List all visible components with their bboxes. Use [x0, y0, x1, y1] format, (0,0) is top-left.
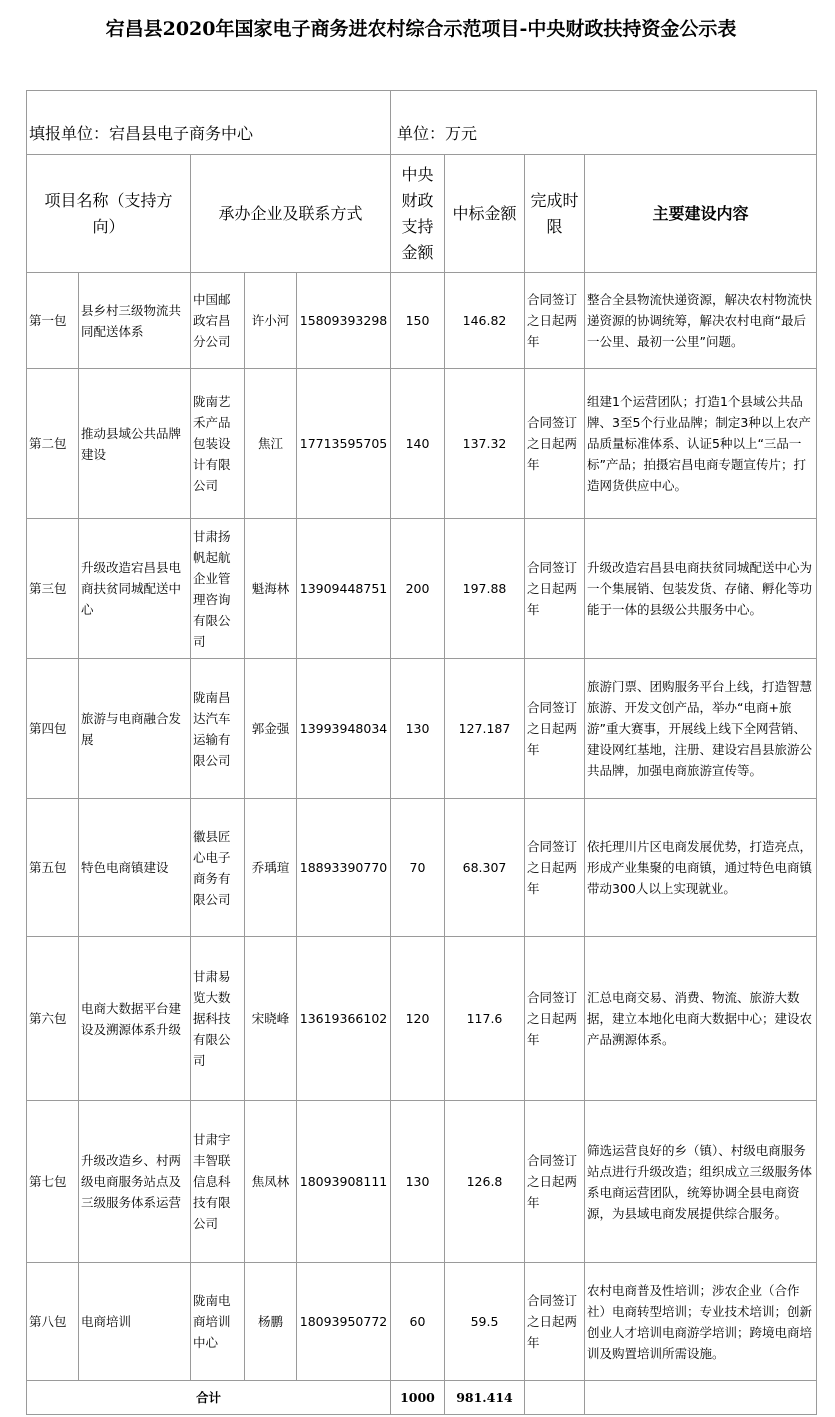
bid-cell: 68.307	[445, 799, 525, 937]
project-cell: 电商培训	[79, 1263, 191, 1381]
package-cell: 第三包	[27, 519, 79, 659]
company-cell: 中国邮政宕昌分公司	[191, 273, 245, 369]
company-cell: 甘肃扬帆起航企业管理咨询有限公司	[191, 519, 245, 659]
content-cell: 整合全县物流快递资源，解决农村物流快递资源的协调统筹，解决农村电商“最后一公里、最初一公里”问题。	[585, 273, 817, 369]
header-project: 项目名称（支持方向）	[27, 155, 191, 273]
company-cell: 陇南艺禾产品包装设计有限公司	[191, 369, 245, 519]
project-cell: 旅游与电商融合发展	[79, 659, 191, 799]
support-cell: 60	[391, 1263, 445, 1381]
company-cell: 徽县匠心电子商务有限公司	[191, 799, 245, 937]
support-cell: 130	[391, 1101, 445, 1263]
header-row	[27, 155, 817, 273]
package-cell: 第一包	[27, 273, 79, 369]
deadline-cell: 合同签订之日起两年	[525, 1101, 585, 1263]
phone-cell: 13909448751	[297, 519, 391, 659]
project-cell: 县乡村三级物流共同配送体系	[79, 273, 191, 369]
project-cell: 升级改造宕昌县电商扶贫同城配送中心	[79, 519, 191, 659]
deadline-cell: 合同签订之日起两年	[525, 519, 585, 659]
table-row	[27, 937, 817, 1101]
table-row	[27, 1263, 817, 1381]
total-row	[27, 1381, 817, 1415]
bid-cell: 137.32	[445, 369, 525, 519]
bid-cell: 117.6	[445, 937, 525, 1101]
contact-cell: 宋晓峰	[245, 937, 297, 1101]
bid-cell: 127.187	[445, 659, 525, 799]
support-cell: 140	[391, 369, 445, 519]
contact-cell: 焦凤林	[245, 1101, 297, 1263]
bid-cell: 59.5	[445, 1263, 525, 1381]
package-cell: 第二包	[27, 369, 79, 519]
contact-cell: 许小河	[245, 273, 297, 369]
content-cell: 依托理川片区电商发展优势，打造亮点，形成产业集聚的电商镇，通过特色电商镇带动300人以上实现就业。	[585, 799, 817, 937]
page-title: 宕昌县2020年国家电子商务进农村综合示范项目-中央财政扶持资金公示表	[105, 18, 737, 40]
content-cell: 筛选运营良好的乡（镇）、村级电商服务站点进行升级改造；组织成立三级服务体系电商运营团队，统筹协调全县电商资源，为县域电商发展提供综合服务。	[585, 1101, 817, 1263]
header-support: 中央财政支持金额	[391, 155, 445, 273]
contact-cell: 郭金强	[245, 659, 297, 799]
phone-cell: 17713595705	[297, 369, 391, 519]
contact-cell: 魁海林	[245, 519, 297, 659]
company-cell: 陇南电商培训中心	[191, 1263, 245, 1381]
filler-unit-label: 填报单位：宕昌县电子商务中心	[29, 124, 254, 143]
table-row	[27, 1101, 817, 1263]
content-cell: 旅游门票、团购服务平台上线，打造智慧旅游、开发文创产品，举办“电商+旅游”重大赛事，开展线上线下全网营销、建设网红基地，注册、建设宕昌县旅游公共品牌，加强电商旅游宣传等。	[585, 659, 817, 799]
phone-cell: 18093908111	[297, 1101, 391, 1263]
total-label: 合计	[27, 1381, 391, 1415]
total-support: 1000	[391, 1381, 445, 1415]
deadline-cell: 合同签订之日起两年	[525, 1263, 585, 1381]
company-cell: 甘肃易览大数据科技有限公司	[191, 937, 245, 1101]
table-row	[27, 369, 817, 519]
unit-label: 单位：万元	[391, 91, 817, 155]
support-cell: 150	[391, 273, 445, 369]
table-row	[27, 799, 817, 937]
contact-cell: 焦江	[245, 369, 297, 519]
phone-cell: 18893390770	[297, 799, 391, 937]
package-cell: 第四包	[27, 659, 79, 799]
company-cell: 陇南昌达汽车运输有限公司	[191, 659, 245, 799]
table-row	[27, 273, 817, 369]
bid-cell: 197.88	[445, 519, 525, 659]
phone-cell: 18093950772	[297, 1263, 391, 1381]
total-empty	[585, 1381, 817, 1415]
deadline-cell: 合同签订之日起两年	[525, 369, 585, 519]
fund-table	[26, 90, 817, 1415]
deadline-cell: 合同签订之日起两年	[525, 659, 585, 799]
table-row	[27, 519, 817, 659]
deadline-cell: 合同签订之日起两年	[525, 937, 585, 1101]
package-cell: 第六包	[27, 937, 79, 1101]
support-cell: 130	[391, 659, 445, 799]
project-cell: 特色电商镇建设	[79, 799, 191, 937]
project-cell: 推动县域公共品牌建设	[79, 369, 191, 519]
deadline-cell: 合同签订之日起两年	[525, 273, 585, 369]
table-row	[27, 659, 817, 799]
filler-row	[27, 91, 817, 155]
content-cell: 组建1个运营团队；打造1个县域公共品牌、3至5个行业品牌；制定3种以上农产品质量标准体系、认证5种以上“三品一标”产品；拍摄宕昌电商专题宣传片；打造网货供应中心。	[585, 369, 817, 519]
phone-cell: 13993948034	[297, 659, 391, 799]
bid-cell: 126.8	[445, 1101, 525, 1263]
company-cell: 甘肃宇丰智联信息科技有限公司	[191, 1101, 245, 1263]
contact-cell: 乔瑀瑄	[245, 799, 297, 937]
phone-cell: 15809393298	[297, 273, 391, 369]
package-cell: 第八包	[27, 1263, 79, 1381]
content-cell: 升级改造宕昌县电商扶贫同城配送中心为一个集展销、包装发货、存储、孵化等功能于一体的县级公共服务中心。	[585, 519, 817, 659]
support-cell: 200	[391, 519, 445, 659]
header-bid: 中标金额	[445, 155, 525, 273]
project-cell: 电商大数据平台建设及溯源体系升级	[79, 937, 191, 1101]
content-cell: 农村电商普及性培训；涉农企业（合作社）电商转型培训；专业技术培训；创新创业人才培训电商游学培训；跨境电商培训及购置培训所需设施。	[585, 1263, 817, 1381]
phone-cell: 13619366102	[297, 937, 391, 1101]
bid-cell: 146.82	[445, 273, 525, 369]
package-cell: 第五包	[27, 799, 79, 937]
project-cell: 升级改造乡、村两级电商服务站点及三级服务体系运营	[79, 1101, 191, 1263]
support-cell: 70	[391, 799, 445, 937]
contact-cell: 杨鹏	[245, 1263, 297, 1381]
deadline-cell: 合同签订之日起两年	[525, 799, 585, 937]
content-cell: 汇总电商交易、消费、物流、旅游大数据，建立本地化电商大数据中心；建设农产品溯源体系。	[585, 937, 817, 1101]
total-bid: 981.414	[445, 1381, 525, 1415]
total-empty	[525, 1381, 585, 1415]
header-content: 主要建设内容	[585, 155, 817, 273]
package-cell: 第七包	[27, 1101, 79, 1263]
header-deadline: 完成时限	[525, 155, 585, 273]
header-company: 承办企业及联系方式	[191, 155, 391, 273]
support-cell: 120	[391, 937, 445, 1101]
